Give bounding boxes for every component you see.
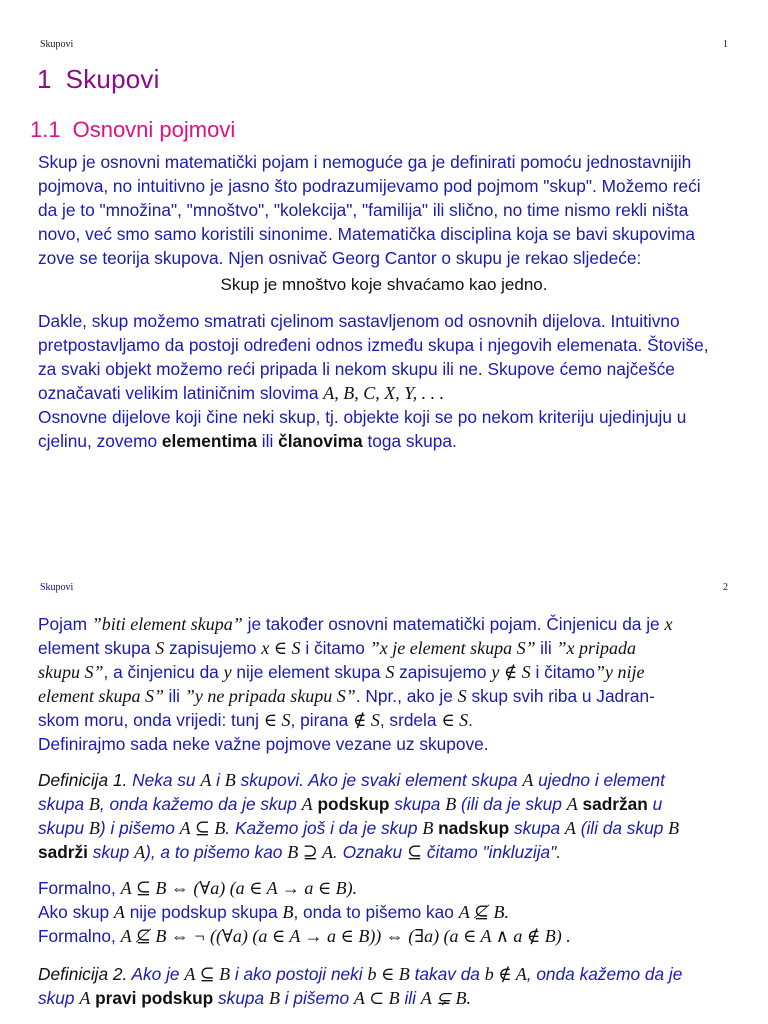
text-span: , pirana <box>290 710 353 730</box>
math-expression: A ⊂ B <box>353 988 400 1008</box>
section-number: 1.1 <box>30 117 61 142</box>
math-expression: A <box>113 902 125 922</box>
chapter-heading <box>37 64 160 95</box>
math-expression: A <box>564 818 576 838</box>
bold-term: sadrži <box>38 842 88 862</box>
math-expression: A ⊈ B ⇔ ¬ ((∀a) (a ∈ A → a ∈ B)) ⇔ (∃a) (a ∈ A ∧ a ∉ B) . <box>120 926 571 946</box>
text-span: . Kažemo još i da je skup <box>225 818 423 838</box>
math-expression: ∈ S <box>263 710 291 730</box>
math-expression: B <box>268 988 280 1008</box>
math-expression: S <box>385 662 395 682</box>
math-expression: A ⊆ B ⇔ (∀a) (a ∈ A → a ∈ B). <box>120 878 358 898</box>
text-span: ili <box>168 686 185 706</box>
formal-paragraph <box>38 876 730 948</box>
math-expression: A ⊈ B. <box>458 902 509 922</box>
text-line <box>38 381 730 405</box>
text-span: takav da <box>409 964 485 984</box>
math-expression: B <box>422 818 434 838</box>
text-span: . Npr., ako je <box>355 686 458 706</box>
text-span: ujedno i element <box>533 770 665 790</box>
text-span: ) i pišemo <box>99 818 180 838</box>
text-line <box>38 986 730 1010</box>
text-line: zove se teorija skupova. Njen osnivač Georg Cantor o skupu je rekao sljedeće: <box>38 248 642 268</box>
math-expression: B <box>88 818 100 838</box>
math-expression: B <box>282 902 294 922</box>
math-expression: A <box>79 988 91 1008</box>
text-span: i <box>211 770 225 790</box>
math-expression: A ⊆ B <box>184 964 231 984</box>
text-span: ), a to pišemo kao <box>145 842 288 862</box>
text-line: pojmova, no intuitivno je jasno što podrazumijevamo pod pojmom "skup". Možemo reći <box>38 176 701 196</box>
text-span: cjelinu, zovemo <box>38 431 162 451</box>
math-expression: ”x pripada <box>556 638 637 658</box>
math-expression: x ∈ S <box>261 638 301 658</box>
bold-term: elementima <box>161 431 257 451</box>
text-line <box>38 816 730 840</box>
text-span: Ako je <box>127 964 185 984</box>
math-expression: A ⊆ B <box>179 818 226 838</box>
math-expression: A <box>566 794 578 814</box>
math-expression: B <box>224 770 236 790</box>
page-number: 2 <box>723 582 728 593</box>
definition-label: Definicija 2. <box>38 964 128 984</box>
math-expression: ”y ne pripada skupu S” <box>184 686 356 706</box>
text-line <box>38 900 730 924</box>
definition-1 <box>38 768 730 864</box>
text-line <box>38 636 730 660</box>
math-expression: ”biti element skupa” <box>91 614 243 634</box>
running-header-page-1 <box>40 39 728 53</box>
text-line <box>38 924 730 948</box>
text-line: pretpostavljamo da postoji određeni odnos između skupa i njegovih elemenata. Štoviše, <box>38 335 709 355</box>
text-line <box>38 792 730 816</box>
text-line <box>38 768 730 792</box>
text-span: element skupa <box>38 638 156 658</box>
section-title: Osnovni pojmovi <box>72 117 236 142</box>
math-expression: element skupa S” <box>38 686 169 706</box>
text-line <box>38 962 730 986</box>
math-expression: A <box>522 770 534 790</box>
math-expression: b ∈ B <box>367 964 410 984</box>
chapter-title: Skupovi <box>65 64 160 94</box>
element-paragraph <box>38 612 730 756</box>
text-line: da je to "množina", "mnoštvo", "kolekcija", "familija" ili slično, no time nismo rekli ništa <box>38 200 689 220</box>
running-header-page-2 <box>40 582 728 596</box>
bold-term: članovima <box>278 431 363 451</box>
text-span: , onda to pišemo kao <box>293 902 459 922</box>
bold-term: podskup <box>317 794 390 814</box>
page-number: 1 <box>723 39 728 50</box>
text-line <box>38 684 730 708</box>
text-line <box>38 840 730 864</box>
math-expression: b ∉ A <box>484 964 527 984</box>
text-line: Dakle, skup možemo smatrati cjelinom sastavljenom od osnovnih dijelova. Intuitivno <box>38 311 680 331</box>
cantor-quote: Skup je mnoštvo koje shvaćamo kao jedno. <box>220 275 548 294</box>
definition-label: Definicija 1. <box>38 770 128 790</box>
definition-2 <box>38 962 730 1010</box>
math-expression: B <box>445 794 457 814</box>
text-span: i čitamo <box>530 662 595 682</box>
math-expression: B <box>668 818 680 838</box>
text-span: nije element skupa <box>231 662 386 682</box>
math-expression: S <box>155 638 165 658</box>
math-expression: A, B, C, X, Y, . . . <box>323 383 445 403</box>
bold-term: nadskup <box>438 818 510 838</box>
text-span: skom moru, onda vrijedi: tunj <box>38 710 264 730</box>
text-span: zapisujemo <box>394 662 492 682</box>
text-span: zapisujemo <box>164 638 262 658</box>
section-heading <box>30 117 235 143</box>
text-span: , a činjenicu da <box>103 662 224 682</box>
text-span: . <box>468 710 473 730</box>
text-span: skup <box>38 988 80 1008</box>
text-line <box>38 429 730 453</box>
text-span: Formalno, <box>38 926 121 946</box>
bold-term: sadržan <box>582 794 648 814</box>
text-span: je također osnovni matematički pojam. Činjenicu da je <box>242 614 665 634</box>
text-span: , onda kažemo da je <box>526 964 683 984</box>
math-expression: B ⊇ A <box>287 842 333 862</box>
math-expression: B <box>88 794 100 814</box>
text-span: (ili da je skup <box>456 794 567 814</box>
text-line <box>38 876 730 900</box>
text-span: skupa <box>389 794 446 814</box>
text-span: skupa <box>38 794 89 814</box>
running-header-title: Skupovi <box>40 39 74 50</box>
intro-paragraph <box>38 150 730 270</box>
text-span: označavati velikim latiničnim slovima <box>38 383 319 403</box>
text-span: Neka su <box>127 770 201 790</box>
text-span: Pojam <box>38 614 92 634</box>
math-expression: ⊆ <box>406 842 423 862</box>
text-span: . Oznaku <box>332 842 407 862</box>
text-span: ili <box>399 988 421 1008</box>
text-span: čitamo "inkluzija". <box>422 842 562 862</box>
text-span: ili <box>540 638 557 658</box>
text-line: Skup je osnovni matematički pojam i nemoguće ga je definirati pomoću jednostavnijih <box>38 152 692 172</box>
text-span: i pišemo <box>279 988 354 1008</box>
math-expression: A <box>200 770 212 790</box>
text-span: , srdela <box>379 710 442 730</box>
text-span: skup <box>87 842 135 862</box>
math-expression: S <box>457 686 467 706</box>
math-expression: ”x je element skupa S” <box>369 638 541 658</box>
math-expression: A <box>134 842 146 862</box>
math-expression: ∈ S <box>441 710 469 730</box>
chapter-number: 1 <box>37 64 52 94</box>
text-span: skupa <box>213 988 269 1008</box>
math-expression: A <box>301 794 313 814</box>
text-span: toga skupa. <box>362 431 457 451</box>
text-span: Ako skup <box>38 902 114 922</box>
text-span: skup svih riba u Jadran- <box>466 686 655 706</box>
text-span: skupu <box>38 818 89 838</box>
bold-term: pravi podskup <box>95 988 214 1008</box>
text-line: Definirajmo sada neke važne pojmove vezane uz skupove. <box>38 734 489 754</box>
math-expression: x <box>664 614 673 634</box>
text-span: Formalno, <box>38 878 121 898</box>
math-expression: y <box>223 662 232 682</box>
text-line: za svaki objekt možemo reći pripada li nekom skupu ili ne. Skupove ćemo najčešće <box>38 359 675 379</box>
math-expression: skupu S” <box>38 662 104 682</box>
text-line <box>38 612 730 636</box>
text-span: (ili da skup <box>575 818 669 838</box>
math-expression: ∉ S <box>353 710 380 730</box>
text-span: ili <box>257 431 279 451</box>
math-expression: A ⊊ B. <box>420 988 472 1008</box>
text-span: nije podskup skupa <box>124 902 283 922</box>
math-expression: y ∉ S <box>491 662 531 682</box>
text-span: i čitamo <box>300 638 370 658</box>
text-span: skupa <box>509 818 565 838</box>
text-span: i ako postoji neki <box>230 964 368 984</box>
text-line <box>38 660 730 684</box>
text-span: u <box>647 794 663 814</box>
text-line: novo, već smo samo koristili sinonime. Matematička disciplina koja se bavi skupovima <box>38 224 695 244</box>
text-span: skupovi. Ako je svaki element skupa <box>235 770 523 790</box>
running-header-title: Skupovi <box>40 582 74 593</box>
text-line <box>38 708 730 732</box>
text-line: Osnovne dijelove koji čine neki skup, tj. objekte koji se po nekom kriteriju ujedinjuju u <box>38 407 687 427</box>
text-span: , onda kažemo da je skup <box>99 794 302 814</box>
second-paragraph <box>38 309 730 453</box>
math-expression: ”y nije <box>595 662 645 682</box>
